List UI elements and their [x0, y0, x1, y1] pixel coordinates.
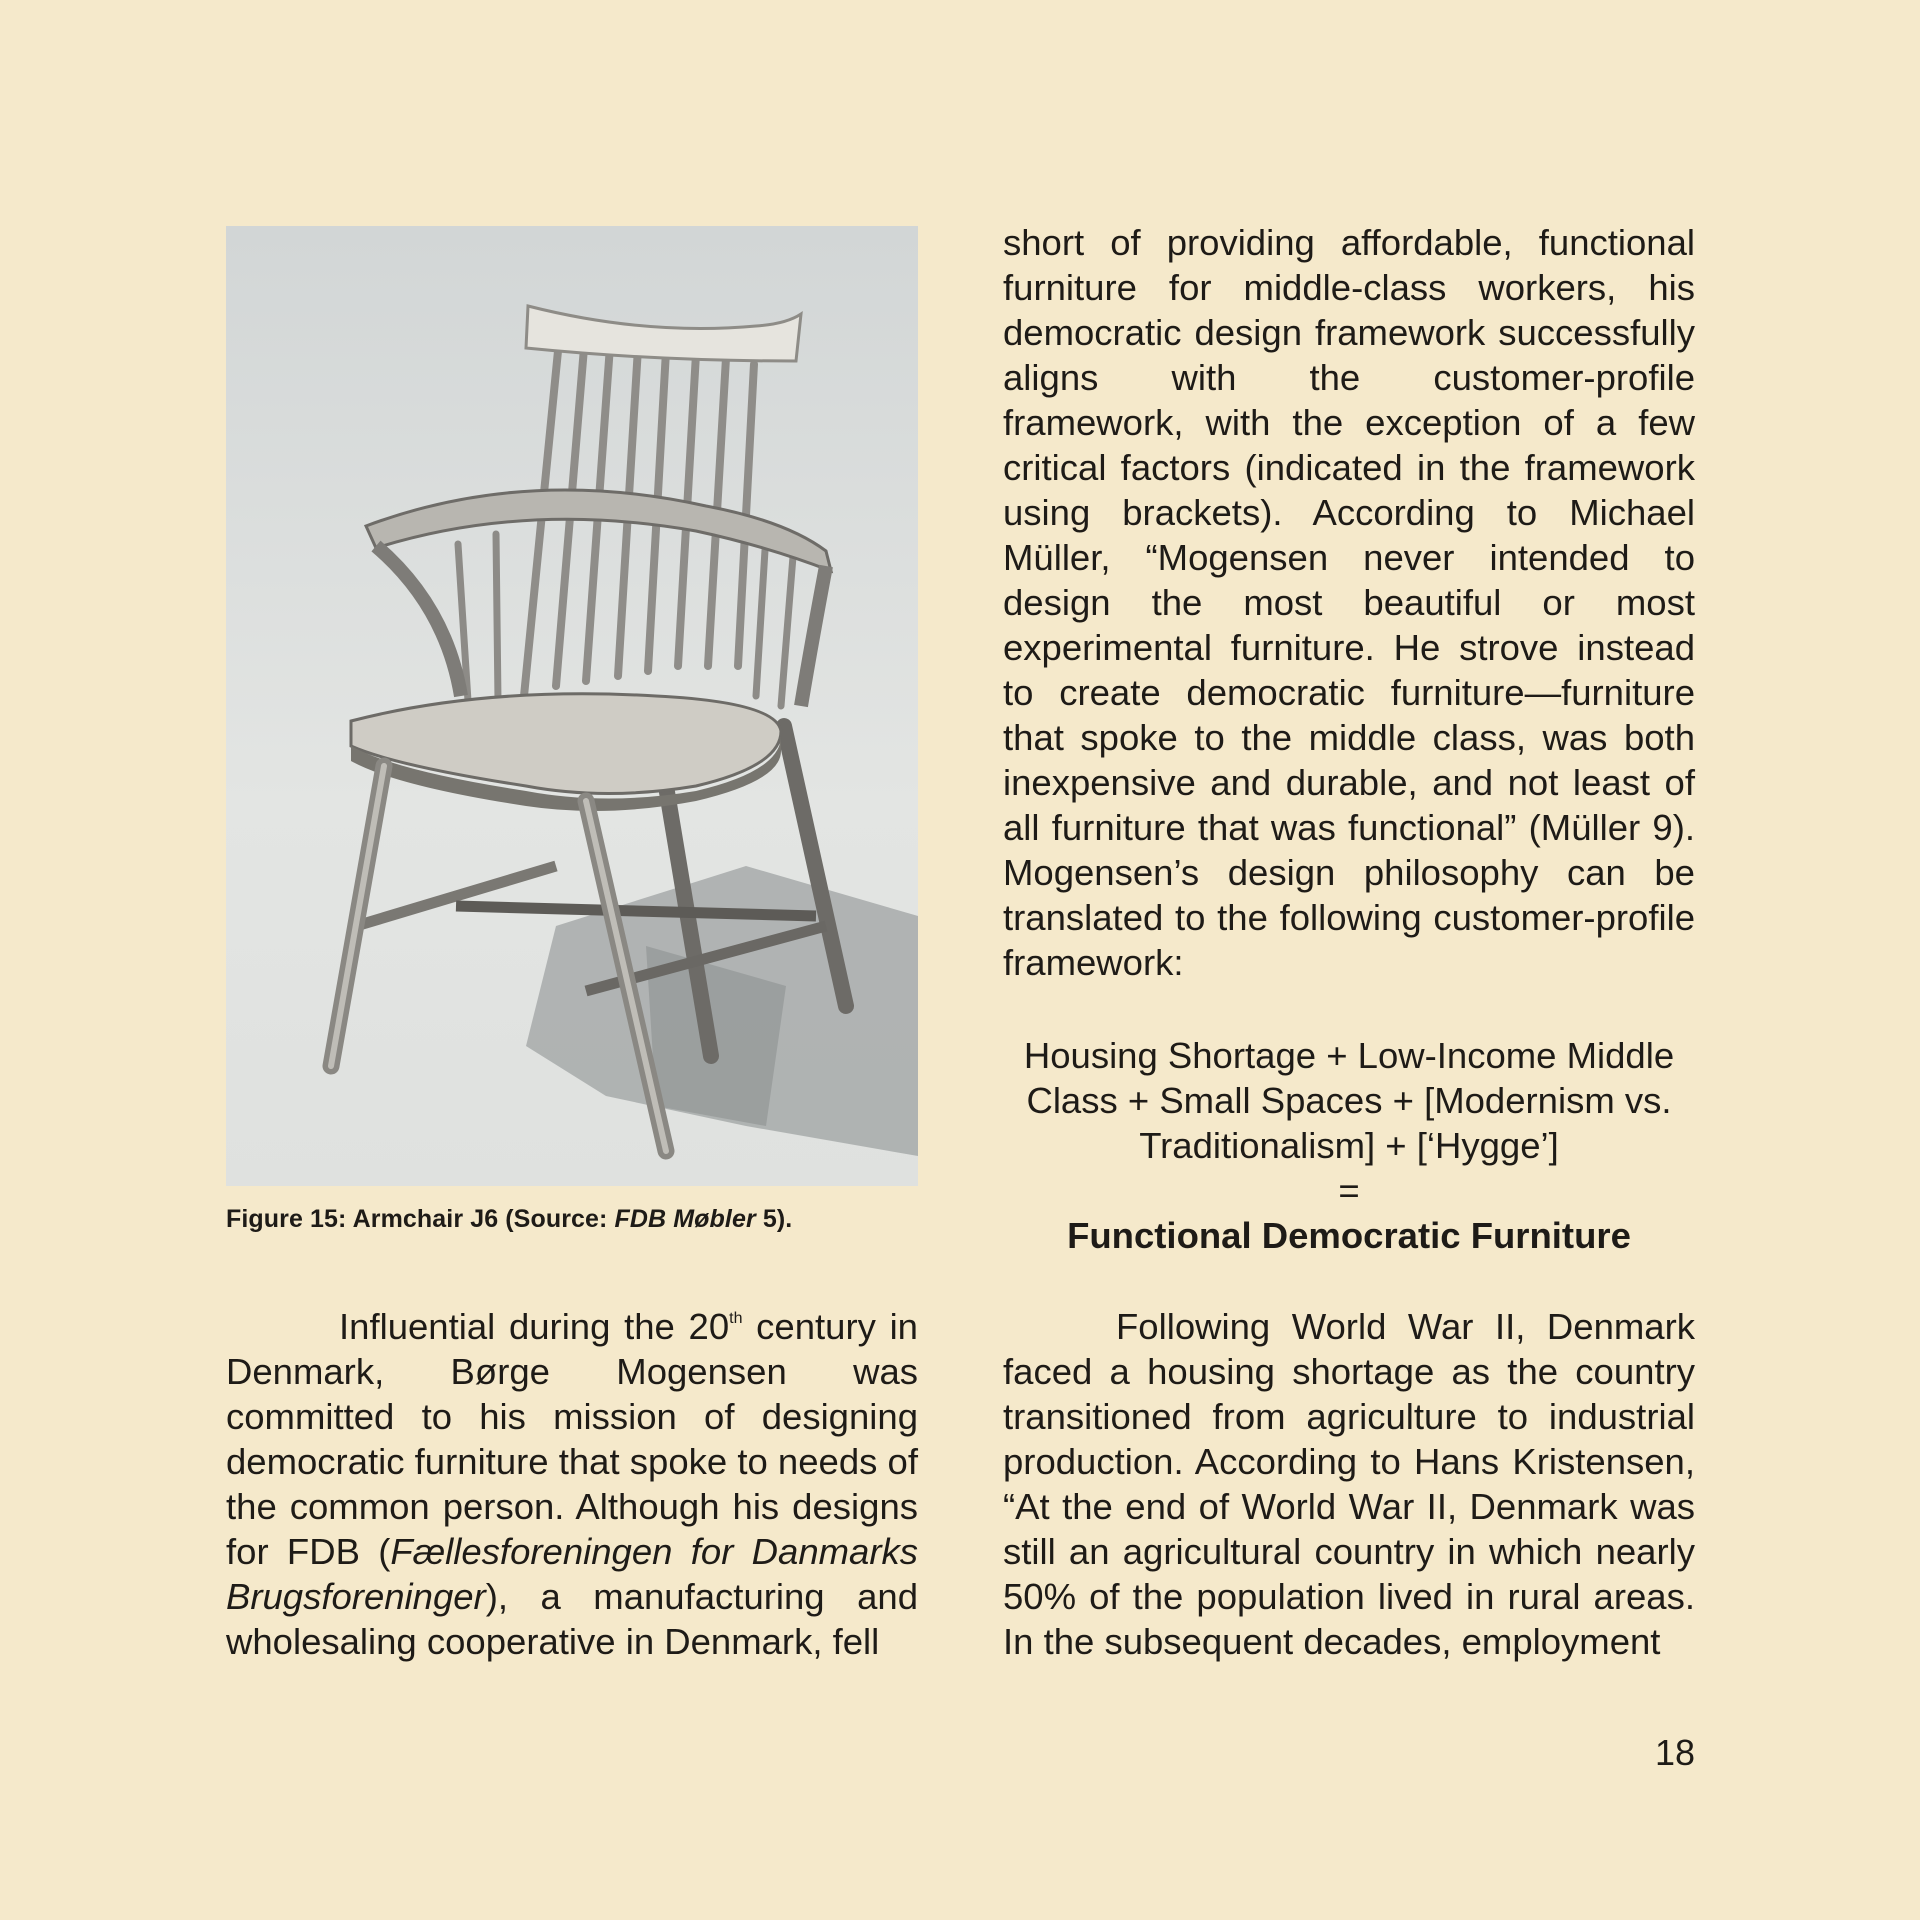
text-run: Influential during the 20 — [339, 1306, 730, 1347]
caption-source: FDB Møbler — [614, 1205, 756, 1233]
caption-suffix: 5). — [755, 1205, 793, 1233]
paragraph-housing-shortage: Following World War II, Denmark faced a housing shortage as the country transitioned from agriculture to industrial production. According to Hans Kristensen, “At the end of World War II, Denmark was still an agricultural country in which nearly 50% of the population lived in rural areas. In the subsequent decades, employment — [1003, 1306, 1695, 1662]
armchair-photo — [226, 226, 918, 1186]
page-number: 18 — [1654, 1732, 1695, 1773]
right-column-body — [1003, 1304, 1695, 1664]
formula-line: Traditionalism] + [‘Hygge’] — [1139, 1125, 1559, 1166]
formula-result: Functional Democratic Furniture — [1067, 1215, 1631, 1256]
formula-line: Class + Small Spaces + [Modernism vs. — [1026, 1080, 1672, 1121]
figure-caption — [226, 1203, 926, 1235]
paragraph-mogensen-intro — [226, 1304, 918, 1664]
customer-profile-formula — [1003, 1033, 1695, 1258]
formula-line: Housing Shortage + Low-Income Middle — [1023, 1035, 1675, 1076]
paragraph-continued: short of providing affordable, functional furniture for middle-class workers, his democratic design framework successfully aligns with the customer-profile framework, with the exception of a few critical factors (indicated in the framework using brackets). According to Michael Müller, “Mogensen never intended to design the most beautiful or most experimental furniture. He strove instead to create democratic furniture—furniture that spoke to the middle class, was both inexpensive and durable, and not least of all furniture that was functional” (Müller 9). Mogensen’s design philosophy can be translated to the following customer-profile framework: — [1003, 222, 1695, 983]
italic-org-name: Fællesforeningen for Danmarks Brugsforeninger — [226, 1531, 918, 1617]
text-run: century in Denmark, Børge Mogensen was committed to his mission of designing democratic furniture that spoke to needs of the common person. Although his designs for FDB ( — [226, 1306, 918, 1572]
superscript: th — [729, 1310, 743, 1327]
formula-equals: = — [1338, 1170, 1360, 1211]
text-run: ), a manufacturing and wholesaling cooperative in Denmark, fell — [226, 1576, 918, 1662]
right-column-continued — [1003, 220, 1695, 985]
left-column-body — [226, 1304, 918, 1664]
caption-prefix: Figure 15: Armchair J6 (Source: — [226, 1205, 615, 1233]
